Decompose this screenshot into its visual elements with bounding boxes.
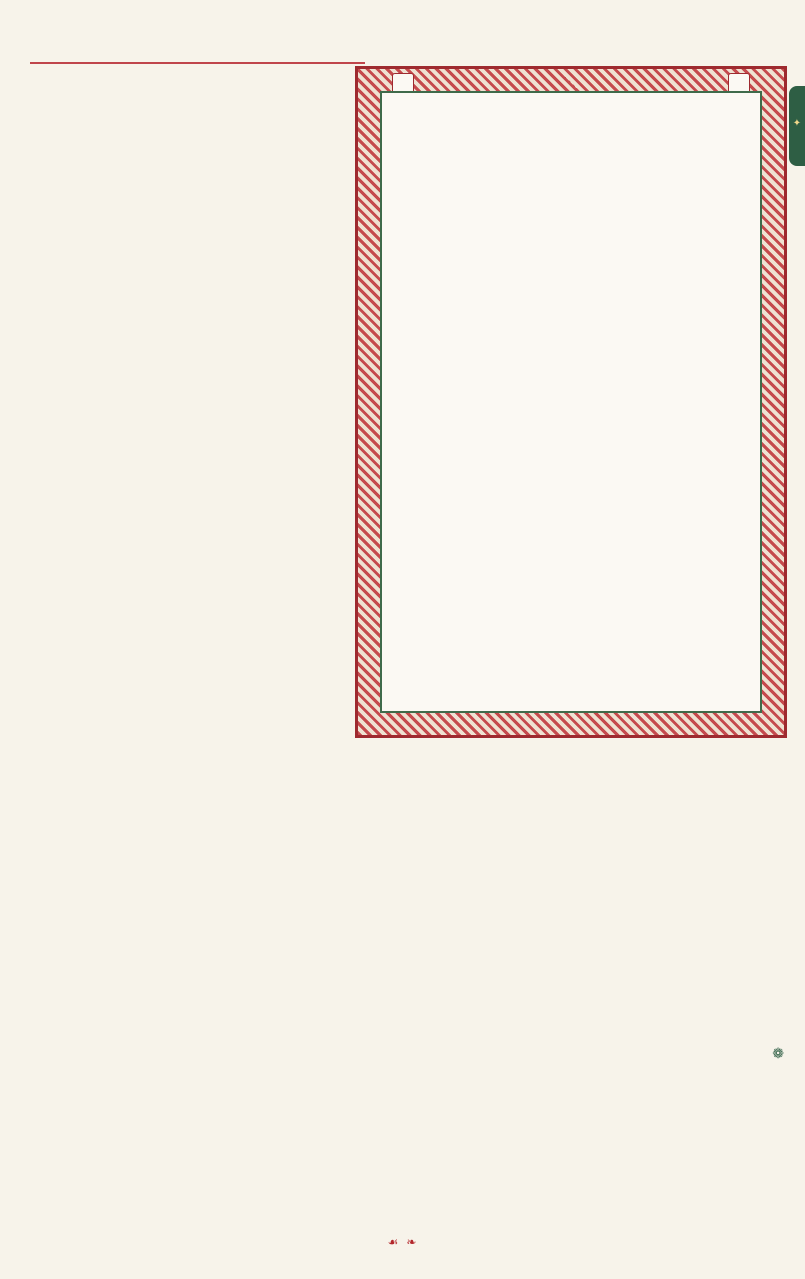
- hizb-marker: [789, 86, 805, 166]
- header-rule: [30, 62, 365, 64]
- ornament-icon: ❧: [406, 1235, 417, 1249]
- benefits-title: [30, 1046, 784, 1062]
- flower-icon: ❁: [772, 1046, 784, 1062]
- quran-lines: [392, 105, 750, 703]
- hizb-marker-icon: ✦: [792, 118, 802, 129]
- quran-text-area: [380, 91, 762, 713]
- quran-frame: [355, 66, 787, 738]
- page-header: [0, 0, 805, 66]
- benefits-section: [30, 1046, 784, 1068]
- page-number: [352, 1232, 452, 1250]
- ornament-icon: ☙: [387, 1235, 399, 1249]
